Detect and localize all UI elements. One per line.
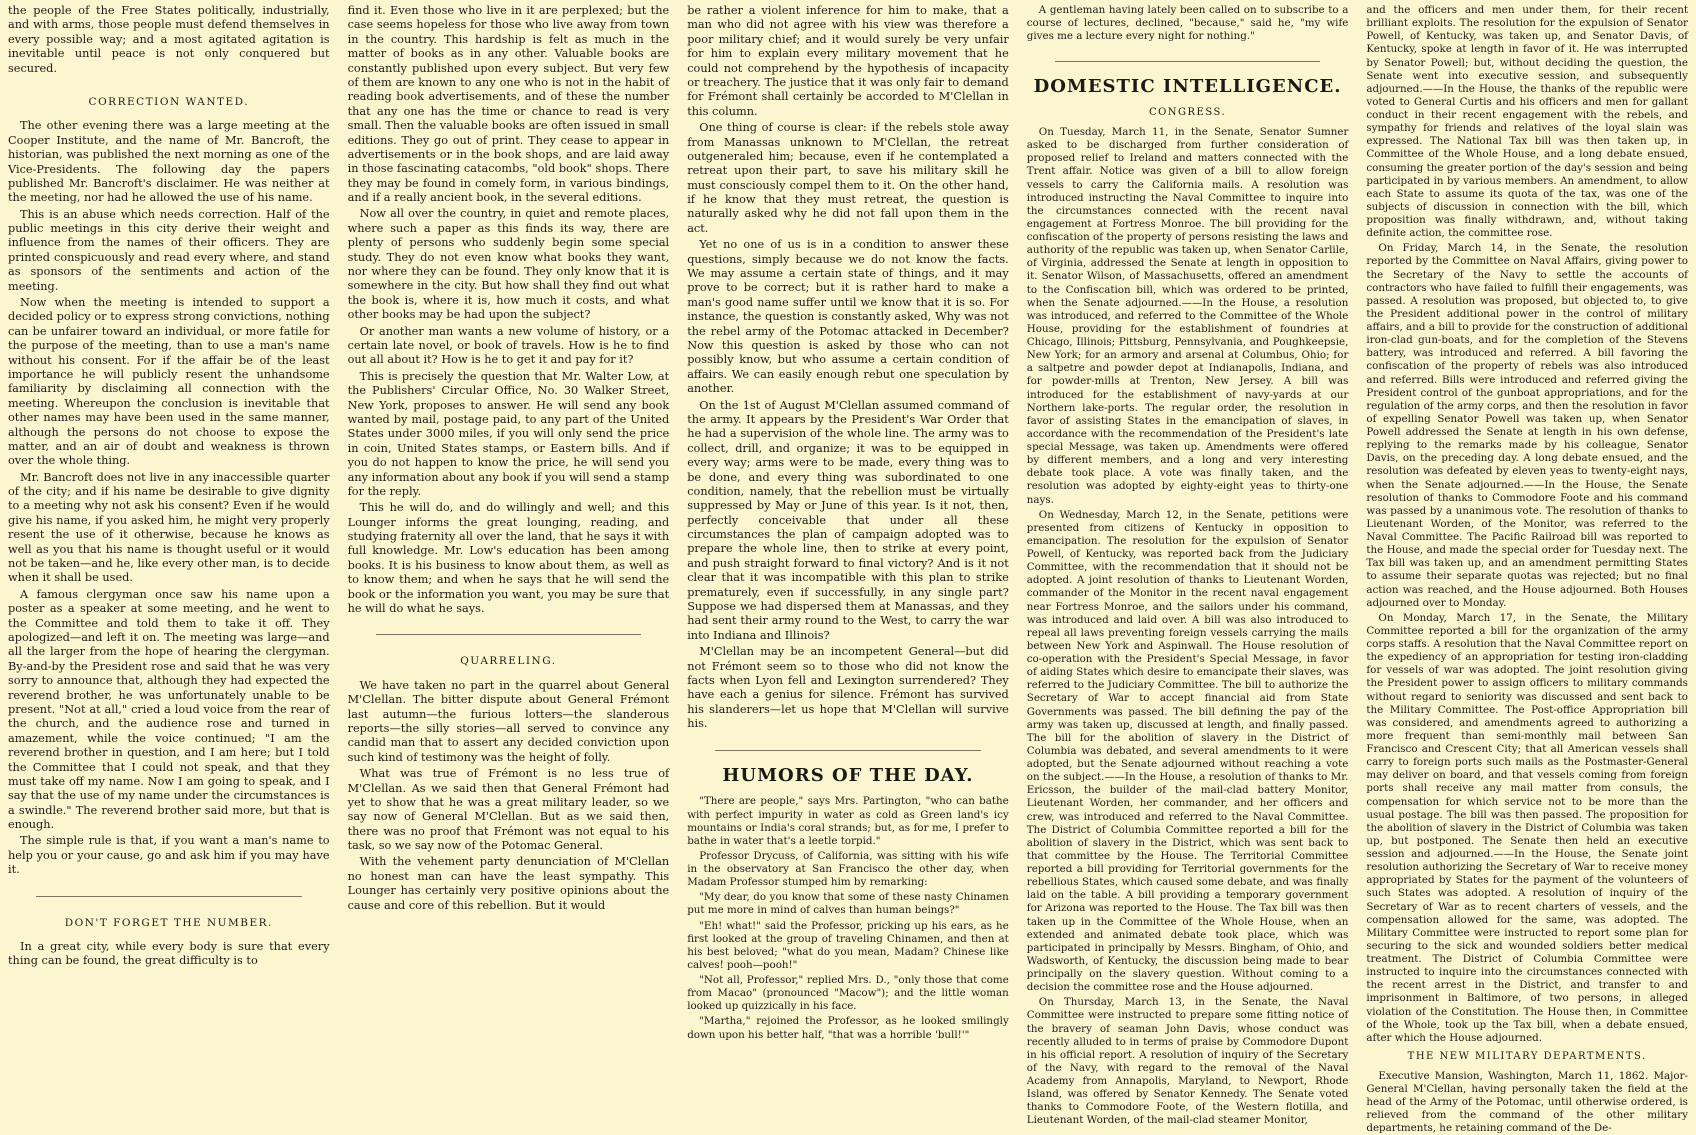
article-paragraph: "There are people," says Mrs. Partington, "who can bathe with perfect impurity in water as cold as Green land's icy mountains or India's coral strands; but, as for me, I prefer to bathe in water that's a leetle torpid."	[687, 795, 1009, 847]
article-paragraph: find it. Even those who live in it are perplexed; but the case seems hopeless for those who live away from town in the country. This hardship is felt as much in the matter of books as in any other. Valuable books are constantly published upon every subject. But very few of them are known to any one who is not in the habit of reading book advertisements, and of these the number that any one has the time or chance to read is very small. Then the valuable books are often issued in small editions. They go out of print. They cease to appear in advertisements or in the book shops, and are laid away in those fascinating catacombs, "old book" shops. There they may be found in comely form, in various bindings, and if a really ancient book, in the several editions.	[347, 4, 670, 205]
article-paragraph: Executive Mansion, Washington, March 11, 1862. Major-General M'Clellan, having personally taken the field at the head of the Army of the Potomac, until otherwise ordered, is relieved from the command of the other military departments, he retaining command of the De-	[1366, 1069, 1688, 1135]
article-paragraph: and the officers and men under them, for their recent brilliant exploits. The resolution for the expulsion of Senator Powell, of Kentucky, was taken up, and Senator Davis, of Kentucky, spoke at length in favor of it. He was interrupted by Senator Powell; but, without deciding the question, the Senate went into executive session, and subsequently adjourned.——In the House, the thanks of the republic were voted to General Curtis and his officers and men for gallant conduct in their recent engagement with the rebels, and sympathy for friends and relatives of the loyal slain was expressed. The National Tax bill was then taken up, in Committee of the Whole House, and a long debate ensued, consuming the greater portion of the day's session and being participated in by various members. An amendment, to allow each State to assume its quota of the tax, was one of the subjects of discussion in connection with the bill, which proposition was finally withdrawn, and, without taking definite action, the committee rose.	[1366, 4, 1688, 240]
article-paragraph: With the vehement party denunciation of M'Clellan no honest man can have the least sympathy. This Lounger has certainly very positive opinions about the cause and core of this rebellion. But it would	[347, 855, 670, 912]
article-heading: DON'T FORGET THE NUMBER.	[64, 916, 273, 929]
article-paragraph: Now when the meeting is intended to support a decided policy or to express strong convictions, nothing can be unfairer toward an individual, or more fatile for the purpose of the meeting, than to use a man's name without his consent. For if the affair be of the least importance he will publicly resent the unhandsome familiarity by disclaiming all connection with the meeting. Whereupon the conclusion is inevitable that other names may have been used in the same manner, although the persons do not choose to expose the matter, and an air of doubt and weakness is thrown over the whole thing.	[8, 296, 330, 468]
article-paragraph: This is an abuse which needs correction. Half of the public meetings in this city derive their weight and influence from the names of their officers. They are printed conspicuously and read every where, and stand as sponsors of the sentiments and action of the meeting.	[8, 207, 330, 293]
article-paragraph: We have taken no part in the quarrel about General M'Clellan. The bitter dispute about General Frémont last autumn—the furious lotters—the slanderous reports—the silly stories—all served to convince any candid man that to assert any decided conviction upon such kind of testimony was the height of folly.	[347, 678, 670, 764]
article-paragraph: Or another man wants a new volume of history, or a certain late novel, or book of travels. How is he to find out all about it? How is he to get it and pay for it?	[347, 324, 670, 367]
article-paragraph: A famous clergyman once saw his name upon a poster as a speaker at some meeting, and he went to the Committee and told them to take it off. They apologized—and left it on. The meeting was large—and all the larger from the hope of hearing the clergyman. By-and-by the President rose and said that he was very sorry to announce that, although they had expected the reverend brother, he was unfortunately unable to be present. "Not at all," cried a loud voice from the rear of the church, and the audience rose and turned in amazement, while the voice continued; "I am the reverend brother in question, and I am here; but I told the Committee that I could not speak, and that they must take off my name. Now I am going to speak, and I say that the use of my name under the circumstances is a swindle." The reverend brother said more, but that is enough.	[8, 587, 330, 832]
article-paragraph: One thing of course is clear: if the rebels stole away from Manassas unknown to M'Clellan, the retreat outgeneraled him; because, even if he contemplated a retreat upon their part, to save his military skill he must consciously compel them to it. On the other hand, if he know that they must retreat, the question is naturally asked why he did not fall upon them in the act.	[687, 121, 1009, 235]
article-heading: QUARRELING.	[460, 655, 557, 668]
article-paragraph: Mr. Bancroft does not live in any inaccessible quarter of the city; and if his name be desirable to give dignity to a meeting why not ask his consent? Even if he would give his name, if you asked him, he might very properly resent the use of it otherwise, because he knows as well as you that his name is thought useful or it would not be taken—and he, like every other man, is to decide when it shall be used.	[8, 470, 330, 585]
article-paragraph: M'Clellan may be an incompetent General—but did not Frémont seem so to those who did not know the facts when Lyon fell and Lexington surrendered? They have each a genius for silence. Frémont has survived his slanderers—let us hope that M'Clellan will survive his.	[687, 645, 1009, 731]
article-paragraph: "Not all, Professor," replied Mrs. D., "only those that come from Macao" (pronounced "Macow"); and the little woman looked up quizzically in his face.	[687, 974, 1009, 1013]
section-heading: DOMESTIC INTELLIGENCE.	[1033, 76, 1342, 98]
sub-heading: THE NEW MILITARY DEPARTMENTS.	[1407, 1050, 1647, 1062]
article-paragraph: Now all over the country, in quiet and remote places, where such a paper as this finds its way, there are plenty of persons who suddenly begin some special study. They do not even know what books they want, nor where they can be found. They only know that it is somewhere in the city. But how shall they find out what the book is, where it is, how much it costs, and what other books may be had upon the subject?	[347, 207, 670, 322]
column-2	[348, 0, 670, 1080]
article-paragraph: On Monday, March 17, in the Senate, the Military Committee reported a bill for the organization of the army corps staffs. A resolution that the Naval Committee report on the expediency of an appropriation for testing iron-cladding for vessels of war was adopted. The joint resolution giving the President power to assign officers to military commands without regard to seniority was discussed and sent back to the Military Committee. The Post-office Appropriation bill was considered, and amendments agreed to authorizing a more frequent than semi-monthly mail between San Francisco and Crescent City; that all American vessels shall carry to foreign ports such mails as the Postmaster-General may deliver on board, and that vessels coming from foreign ports shall receive any mail matter from consuls, the compensation for which service not to be more than the usual postage. The bill was then passed. The proposition for the abolition of slavery in the District of Columbia was taken up, but postponed. The Senate then held an executive session and adjourned.——In the House, the Senate joint resolution authorizing the Secretary of War to receive money appropriated by States for the payment of the volunteers of such States was adopted. A resolution of inquiry of the Secretary of War as to recent charters of vessels, and the compensation allowed for the same, was adopted. The Military Committee were instructed to report some plan for securing to the sick and wounded soldiers better medical treatment. The District of Columbia Committee were instructed to inquire into the circumstances connected with the recent arrest in the District, and transfer to and imprisonment in Baltimore, of two persons, in alleged violation of the Constitution. The House then, in Committee of the Whole, took up the Tax bill, when a debate ensued, after which the House adjourned.	[1366, 611, 1688, 1044]
article-paragraph: Professor Drycuss, of California, was sitting with his wife in the observatory at San Francisco the other day, when Madam Professor stumped him by remarking:	[687, 849, 1009, 889]
section-heading: HUMORS OF THE DAY.	[722, 764, 974, 786]
article-paragraph: A gentleman having lately been called on to subscribe to a course of lectures, declined, "because," said he, "my wife gives me a lecture every night for nothing."	[1026, 4, 1349, 43]
article-paragraph: "Eh! what!" said the Professor, pricking up his ears, as he first looked at the group of traveling Chinamen, and then at his best beloved; "what do you mean, Madam? Chinese like calves! pooh—pooh!"	[687, 919, 1009, 971]
article-paragraph: On Wednesday, March 12, in the Senate, petitions were presented from citizens of Kentucky in opposition to emancipation. The resolution for the expulsion of Senator Powell, of Kentucky, was reported back from the Judiciary Committee, with the recommendation that it should not be adopted. A joint resolution of thanks to Lieutenant Worden, commander of the Monitor in the recent naval engagement near Fortress Monroe, and the sailors under his command, was introduced and laid over. A bill was also introduced to repeal all laws preventing foreign vessels carrying the mails between New York and Aspinwall. The House resolution of co-operation with the President's Special Message, in favor of aiding States which desire to emancipate their slaves, was referred to the Judiciary Committee. The bill to authorize the Secretary of War to accept financial aid from State Governments was passed. The bill defining the pay of the army was taken up, discussed at length, and finally passed. The bill for the abolition of slavery in the District of Columbia was debated, and several amendments to it were adopted, but the Senate adjourned without reaching a vote on the subject.——In the House, a resolution of thanks to Mr. Ericsson, the builder of the mail-clad battery Monitor, Lieutenant Worden, her commander, and her officers and crew, was introduced and referred to the Naval Committee. The District of Columbia Committee reported a bill for the abolition of slavery in the District, which was sent back to that committee by the House. The Territorial Committee reported a bill providing for Territorial governments for the rebellious States, which caused some debate, and was finally laid on the table. A bill providing a temporary government for Arizona was reported to the House. The Tax bill was then taken up in the Committee of the Whole House, when an extended and animated debate took place, which was participated in principally by Messrs. Bingham, of Ohio, and Wadsworth, of Kentucky, the discussion being made to bear principally on the slavery question. Without coming to a decision the committee rose and the House adjourned.	[1026, 508, 1349, 994]
column-3	[687, 0, 1009, 1080]
column-5	[1366, 0, 1688, 1135]
article-paragraph: Yet no one of us is in a condition to answer these questions, simply because we do not know the facts. We may assume a certain state of things, and it may prove to be correct; but it is rather hard to make a man's good name suffer until we know that it is so. For instance, the question is constantly asked, Why was not the rebel army of the Potomac attacked in December? Now this question is asked by those who can not possibly know, but who assume a certain condition of affairs. We can easily enough rebut one speculation by another.	[687, 238, 1009, 396]
sub-heading: CONGRESS.	[1148, 107, 1227, 119]
column-divider-rule	[36, 896, 302, 897]
column-4	[1026, 0, 1349, 1127]
article-paragraph: In a great city, while every body is sure that every thing can be found, the great difficulty is to	[8, 940, 330, 968]
article-paragraph: On Friday, March 14, in the Senate, the resolution reported by the Committee on Naval Affairs, giving power to the Secretary of the Navy to settle the accounts of contractors who have failed to fulfill their engagements, was passed. A resolution was proposed, but objected to, to give the President additional power in the control of military affairs, and a bill to provide for the construction of additional iron-clad gun-boats, and for the completion of the Stevens battery, was introduced and referred. A bill favoring the confiscation of the property of rebels was also introduced and referred. Bills were introduced and referred giving the President control of the gunboat appropriations, and for the regulation of the army corps, and then the resolution in favor of expelling Senator Powell was taken up, when Senator Powell addressed the Senate at length in his own defense, replying to the remarks made by his colleague, Senator Davis, on the preceding day. A long debate ensued, and the resolution was defeated by eleven yeas to twenty-eight nays, when the Senate adjourned.——In the House, the Senate resolution of thanks to Commodore Foote and his command was passed by a unanimous vote. The resolution of thanks to Lieutenant Worden, of the Monitor, was referred to the Naval Committee. The Pacific Railroad bill was reported to the House, and made the special order for Tuesday next. The Tax bill was taken up, and an amendment permitting States to assume their separate quotas was rejected; but no final action was reached, and the House adjourned. Both Houses adjourned over to Monday.	[1366, 242, 1688, 609]
column-divider-rule	[1055, 61, 1321, 62]
column-divider-rule	[715, 750, 981, 751]
article-heading: CORRECTION WANTED.	[88, 95, 250, 108]
article-paragraph: What was true of Frémont is no less true of M'Clellan. As we said then that General Frémont had yet to show that he was a great military leader, so we say now of General M'Clellan. But as we said then, there was no proof that Frémont was not equal to his task, so we say now of the Potomac General.	[347, 767, 670, 853]
article-paragraph: On Thursday, March 13, in the Senate, the Naval Committee were instructed to prepare some fitting notice of the bravery of seaman John Davis, whose conduct was recently alluded to in terms of praise by Commodore Dupont in his official report. A resolution of inquiry of the Secretary of the Navy, with regard to the removal of the Naval Academy from Annapolis, Maryland, to Newport, Rhode Island, was offered by Senator Kennedy. The Senate voted thanks to Commodore Foote, of the Western flotilla, and Lieutenant Worden, of the mail-clad steamer Monitor,	[1026, 996, 1349, 1127]
article-paragraph: This he will do, and do willingly and well; and this Lounger informs the great lounging, reading, and studying fraternity all over the land, that he says it with full knowledge. Mr. Low's education has been among books. It is his business to know about them, as well as to know them; and when he says that he will send the book or the information you want, you may be sure that he will do what he says.	[347, 501, 670, 616]
column-divider-rule	[376, 634, 642, 635]
article-paragraph: "Martha," rejoined the Professor, as he looked smilingly down upon his better half, "that was a horrible 'bull!'"	[687, 1015, 1009, 1041]
column-1	[8, 0, 330, 1080]
article-paragraph: This is precisely the question that Mr. Walter Low, at the Publishers' Circular Office, No. 30 Walker Street, New York, proposes to answer. He will send any book wanted by mail, postage paid, to any part of the United States under 3000 miles, if you will only send the price in coin, United States stamps, or Eastern bills. And if you do not happen to know the price, he will send you any information about any book if you will send a stamp for the reply.	[347, 369, 670, 498]
article-paragraph: On the 1st of August M'Clellan assumed command of the army. It appears by the President's War Order that he had a supervision of the whole line. The army was to collect, drill, and organize; it was to be equipped in every way; arms were to be made, every thing was to be done, and every thing was subordinated to one condition, namely, that the rebellion must be virtually suppressed by May or June of this year. Is it not, then, perfectly conceivable that under all these circumstances the plan of campaign adopted was to prepare the whole line, then to strike at every point, and push straight forward to final victory? And is it not clear that it was incompatible with this plan to strike prematurely, even if successfully, in any single part? Suppose we had dispersed them at Manassas, and they had sent their army round to the West, to carry the war into Indiana and Illinois?	[687, 398, 1009, 642]
article-paragraph: be rather a violent inference for him to make, that a man who did not agree with his view was therefore a poor military chief; and it would surely be very unfair for him to explain every military movement that he could not comprehend by the hypothesis of incapacity or treachery. The justice that it was only fair to demand for Frémont shall certainly be accorded to M'Clellan in this column.	[687, 4, 1009, 118]
article-paragraph: "My dear, do you know that some of these nasty Chinamen put me more in mind of calves than human beings?"	[687, 891, 1009, 917]
article-paragraph: On Tuesday, March 11, in the Senate, Senator Sumner asked to be discharged from further consideration of proposed relief to Ireland and matters connected with the Trent affair. Notice was given of a bill to allow foreign vessels to carry the California mails. A resolution was introduced instructing the Naval Committee to inquire into the circumstances connected with the recent naval engagement at Fortress Monroe. The bill providing for the confiscation of the property of persons resisting the laws and authority of the republic was taken up, when Senator Carlile, of Virginia, addressed the Senate at length in opposition to it. Senator Wilson, of Massachusetts, offered an amendment to the Confiscation bill, which was ordered to be printed, when the Senate adjourned.——In the House, a resolution was introduced, and referred to the Committee of the Whole House, providing for the establishment of foundries at Chicago, Illinois; Pittsburg, Pennsylvania, and Poughkeepsie, New York; for an armory and arsenal at Columbus, Ohio; for a saltpetre and powder depot at Indianapolis, Indiana, and for powder-mills at Trenton, New Jersey. A bill was introduced for the establishment of navy-yards at our Northern lake-ports. The regular order, the resolution in favor of assisting States in the emancipation of slaves, in accordance with the recommendation of the President's late special Message, was taken up. Amendments were offered by different members, and a long and very interesting debate took place. A vote was finally taken, and the resolution was adopted by eighty-eight yeas to thirty-one nays.	[1026, 126, 1349, 506]
article-paragraph: The simple rule is that, if you want a man's name to help you or your cause, go and ask him if you may have it.	[8, 834, 330, 877]
article-paragraph: the people of the Free States politically, industrially, and with arms, those people must defend themselves in every possible way; and a most agitated agitation is inevitable until peace is not only conquered but secured.	[8, 4, 330, 75]
article-paragraph: The other evening there was a large meeting at the Cooper Institute, and the name of Mr. Bancroft, the historian, was published the next morning as one of the Vice-Presidents. The following day the papers published Mr. Bancroft's disclaimer. He was neither at the meeting, nor had he allowed the use of his name.	[8, 119, 330, 205]
